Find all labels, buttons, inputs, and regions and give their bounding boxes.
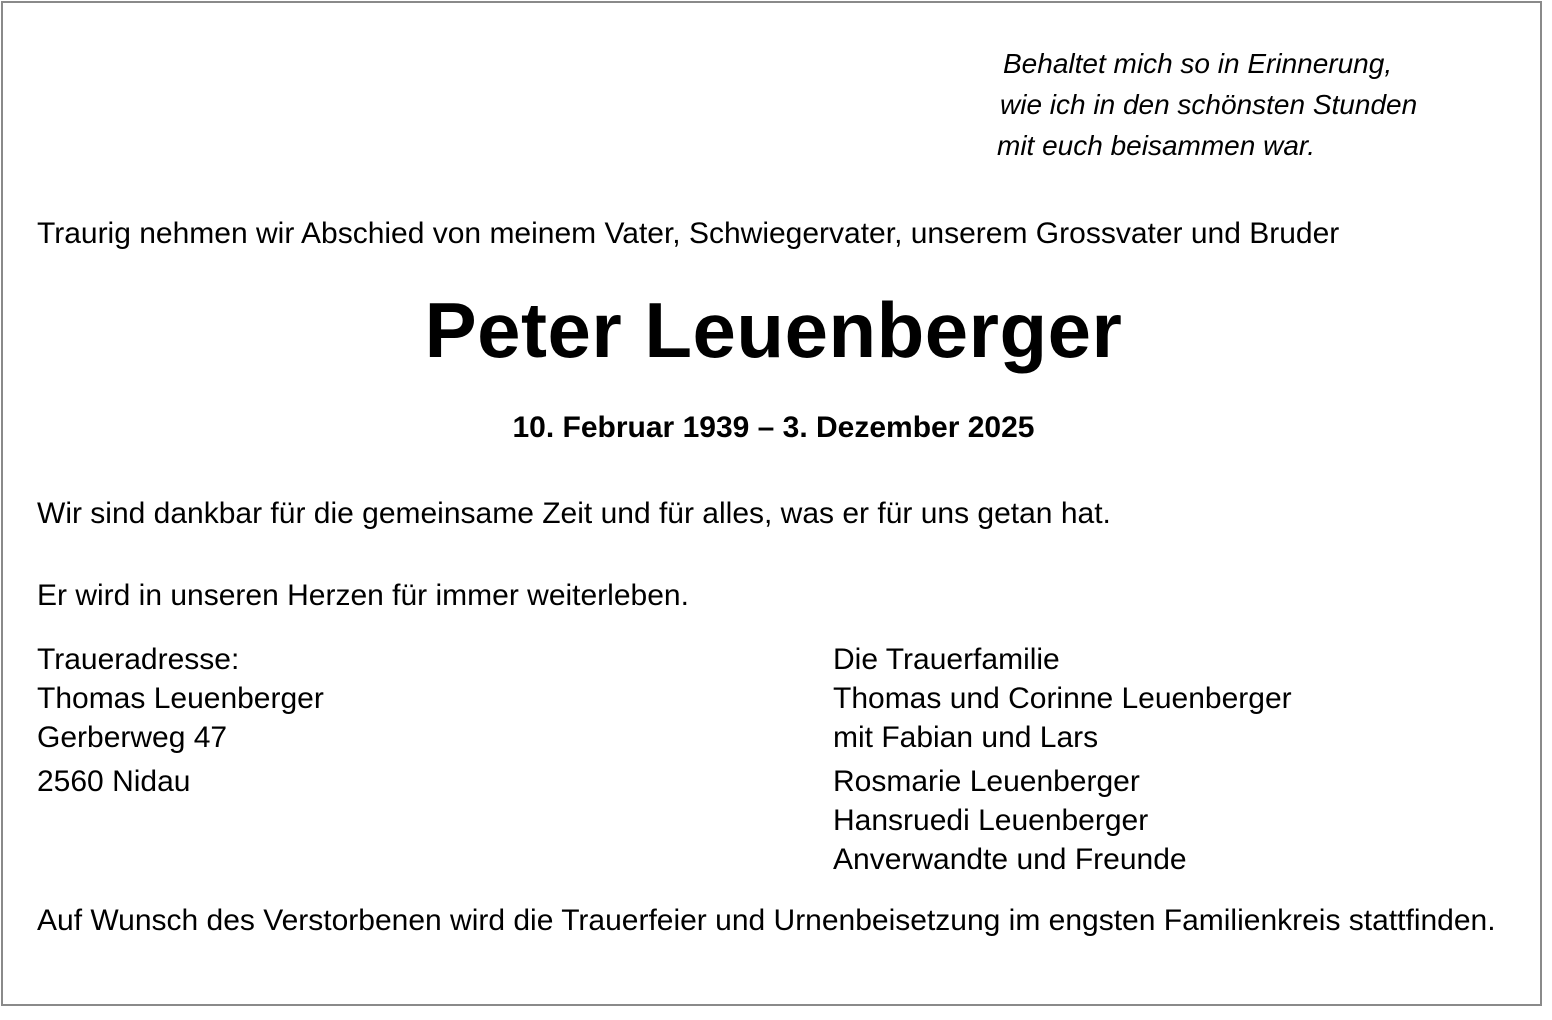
- poem-line: wie ich in den schönsten Stunden: [1000, 89, 1418, 120]
- address-line: Thomas Leuenberger: [37, 682, 324, 715]
- thanks-text: Wir sind dankbar für die gemeinsame Zeit und für alles, was er für uns getan hat.: [37, 497, 1111, 530]
- family-line: Thomas und Corinne Leuenberger: [833, 682, 1292, 715]
- family-line: Anverwandte und Freunde: [833, 843, 1187, 876]
- mourning-family: [833, 640, 1292, 879]
- family-line: Hansruedi Leuenberger: [833, 804, 1149, 837]
- intro-text: Traurig nehmen wir Abschied von meinem Vater, Schwiegervater, unserem Grossvater und Bruder: [37, 217, 1340, 250]
- family-line: mit Fabian und Lars: [833, 721, 1099, 754]
- obituary-notice: [1, 1, 1542, 1006]
- life-dates: 10. Februar 1939 – 3. Dezember 2025: [512, 411, 1035, 444]
- address-line: 2560 Nidau: [37, 765, 191, 798]
- family-heading: Die Trauerfamilie: [833, 643, 1060, 676]
- memorial-poem: [997, 43, 1418, 166]
- mourning-address: [37, 640, 324, 801]
- family-line: Rosmarie Leuenberger: [833, 765, 1140, 798]
- address-line: Gerberweg 47: [37, 721, 228, 754]
- deceased-name: Peter Leuenberger: [424, 286, 1123, 374]
- remembrance-text: Er wird in unseren Herzen für immer weiterleben.: [37, 579, 689, 612]
- poem-line: mit euch beisammen war.: [997, 130, 1315, 161]
- closing-text: Auf Wunsch des Verstorbenen wird die Trauerfeier und Urnenbeisetzung im engsten Familienkreis stattfinden.: [37, 904, 1496, 937]
- address-heading: Traueradresse:: [37, 643, 240, 676]
- poem-line: Behaltet mich so in Erinnerung,: [1003, 48, 1393, 79]
